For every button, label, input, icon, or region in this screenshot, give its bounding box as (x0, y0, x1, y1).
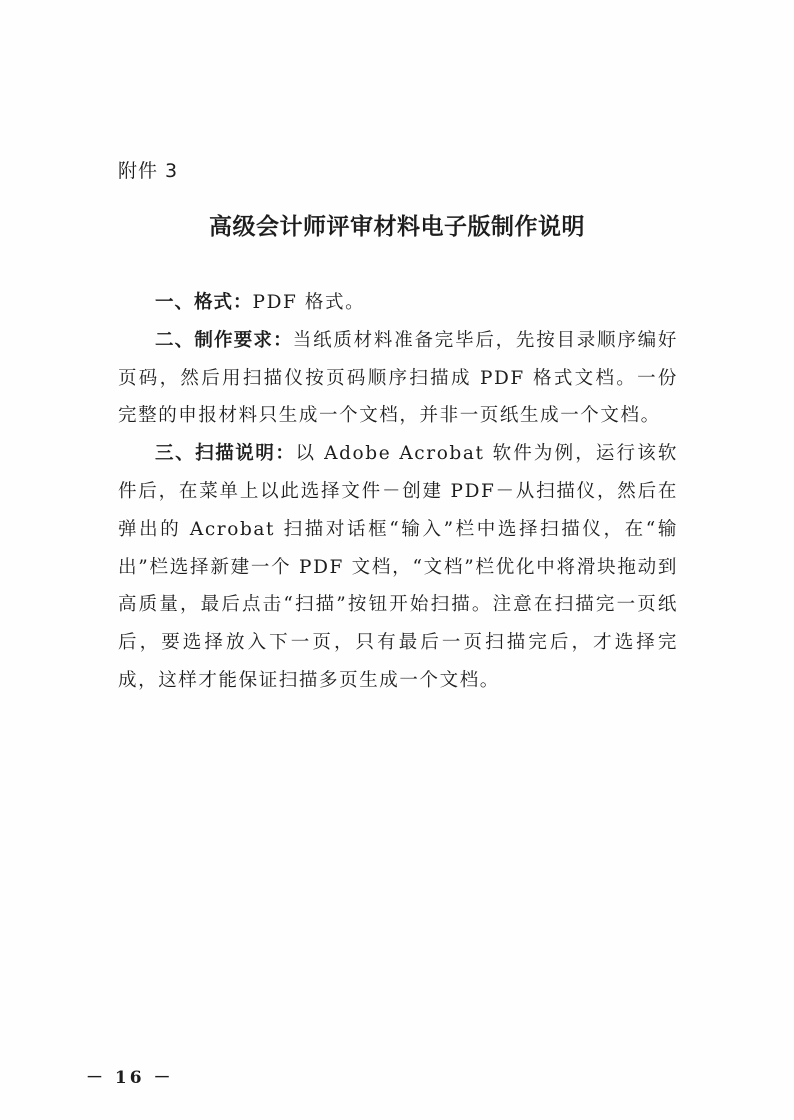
document-body (118, 284, 678, 700)
paragraph-text: 当纸质材料准备完毕后，先按目录顺序编好页码，然后用扫描仪按页码顺序扫描成 PDF 格式文档。一份完整的申报材料只生成一个文档，并非一页纸生成一个文档。 (118, 329, 678, 427)
attachment-label: 附件 3 (118, 160, 179, 182)
paragraph-format (118, 284, 678, 322)
paragraph-requirements (118, 322, 678, 435)
paragraph-scan-instructions (118, 435, 678, 700)
paragraph-heading: 二、制作要求： (155, 329, 293, 351)
paragraph-heading: 三、扫描说明： (155, 443, 296, 465)
paragraph-text: 以 Adobe Acrobat 软件为例，运行该软件后，在菜单上以此选择文件－创建 PDF－从扫描仪，然后在弹出的 Acrobat 扫描对话框“输入”栏中选择扫描仪，在“输出”栏选择新建一个 PDF 文档，“文档”栏优化中将滑块拖动到高质量，最后点击“扫描”按钮开始扫描。注意在扫描完一页纸后，要选择放入下一页，只有最后一页扫描完后，才选择完成，这样才能保证扫描多页生成一个文档。 (118, 443, 678, 691)
paragraph-heading: 一、格式： (155, 292, 253, 313)
page-number: － 16 － (86, 1068, 174, 1088)
document-title: 高级会计师评审材料电子版制作说明 (209, 213, 585, 240)
paragraph-text: PDF 格式。 (252, 292, 366, 313)
